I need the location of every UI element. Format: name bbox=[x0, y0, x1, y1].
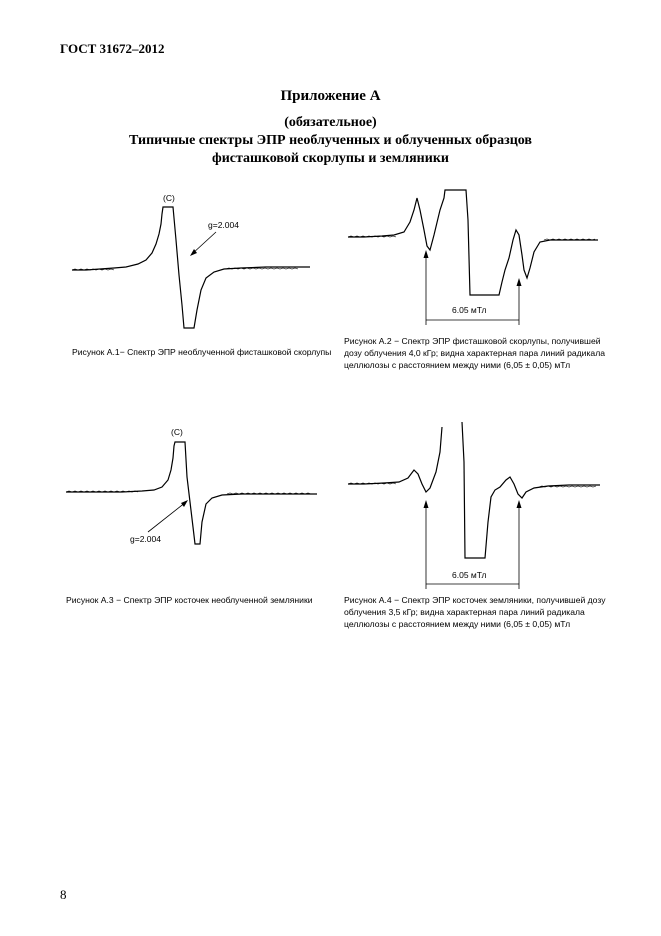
figure-a2-caption: Рисунок А.2 − Спектр ЭПР фисташковой скорлупы, получившей дозу облучения 4,0 кГр; видна характерная пара линий радикала целлюлозы с расстоянием между ними (6,05 ± 0,05) мТл bbox=[344, 336, 605, 370]
annex-heading-line-1: Типичные спектры ЭПР необлученных и облученных образцов bbox=[129, 133, 532, 148]
figure-a1-spectrum bbox=[66, 190, 316, 340]
figure-a2-spacing-label: 6.05 мТл bbox=[452, 305, 487, 315]
figure-a4-caption: Рисунок А.4 − Спектр ЭПР косточек земляники, получившей дозу облучения 3,5 кГр; видна характерная пара линий радикала целлюлозы с расстоянием между ними (6,05 ± 0,05) мТл bbox=[344, 595, 606, 629]
figure-a3-trace bbox=[66, 442, 317, 544]
figure-a1-trace bbox=[72, 207, 310, 328]
figure-a2-trace bbox=[348, 190, 598, 295]
figure-a1-g-label: g=2.004 bbox=[208, 220, 239, 230]
figure-a2-spectrum bbox=[344, 180, 606, 330]
figure-a4-marker-left-arrowhead bbox=[424, 500, 429, 508]
figure-a2-marker-right-arrowhead bbox=[517, 278, 522, 286]
document-code: ГОСТ 31672–2012 bbox=[60, 41, 165, 56]
figure-a3-g-label: g=2.004 bbox=[130, 534, 161, 544]
figure-a4-spacing-label: 6.05 мТл bbox=[452, 570, 487, 580]
page-number: 8 bbox=[60, 887, 67, 902]
figure-a4-trace bbox=[348, 422, 600, 558]
figure-a3-g-arrowhead bbox=[181, 500, 188, 507]
figure-a1-top-label: (С) bbox=[163, 193, 175, 203]
figure-a4-marker-right-arrowhead bbox=[517, 500, 522, 508]
figure-a4-spectrum bbox=[344, 422, 606, 592]
figure-a3-g-arrow bbox=[148, 502, 186, 532]
figure-a2-noise bbox=[348, 236, 595, 240]
annex-heading bbox=[0, 86, 661, 168]
figure-a1-caption: Рисунок А.1− Спектр ЭПР необлученной фисташковой скорлупы bbox=[72, 347, 332, 357]
figure-a2-marker-left-arrowhead bbox=[424, 250, 429, 258]
figure-a3-spectrum bbox=[62, 422, 324, 552]
figure-a3-top-label: (С) bbox=[171, 427, 183, 437]
figure-a1-g-arrow bbox=[192, 232, 216, 254]
figure-a3-caption: Рисунок А.3 − Спектр ЭПР косточек необлученной земляники bbox=[66, 595, 313, 605]
annex-status: (обязательное) bbox=[284, 115, 377, 130]
annex-title: Приложение А bbox=[280, 88, 381, 104]
annex-heading-line-2: фисташковой скорлупы и земляники bbox=[212, 151, 449, 166]
